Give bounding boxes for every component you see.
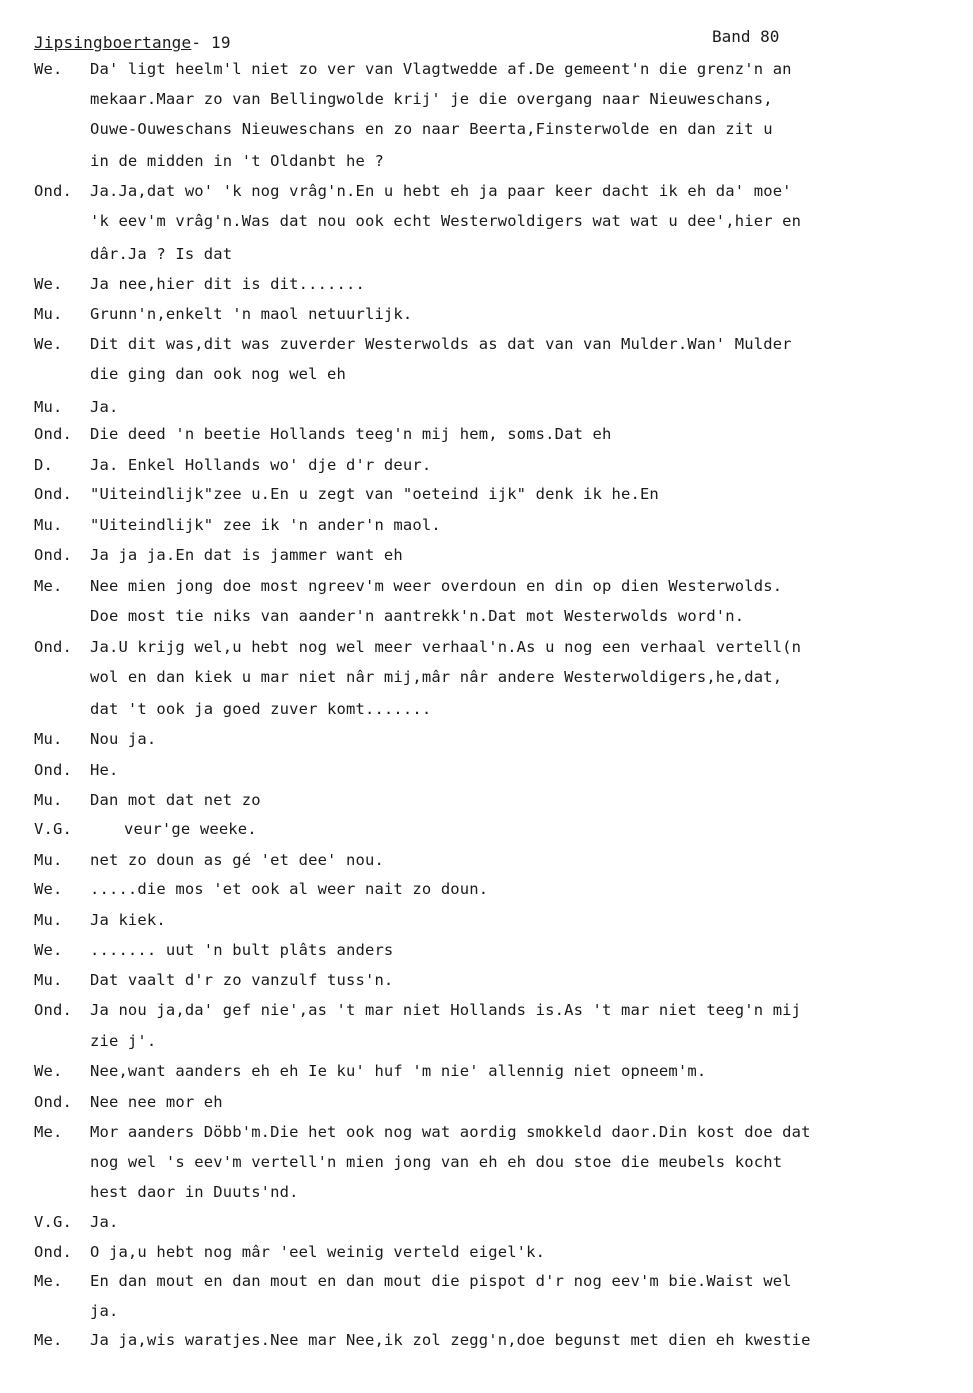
utterance-text: ....... uut 'n bult plâts anders [90, 941, 394, 959]
speaker-label: Ond. [34, 182, 72, 200]
speaker-label: Ond. [34, 485, 72, 503]
speaker-label: Me. [34, 1123, 63, 1141]
speaker-label: V.G. [34, 820, 72, 838]
speaker-label: Mu. [34, 730, 63, 748]
utterance-text: Dit dit was,dit was zuverder Westerwolds as dat van van Mulder.Wan' Mulder [90, 335, 792, 353]
utterance-text: nog wel 's eev'm vertell'n mien jong van eh eh dou stoe die meubels kocht [90, 1153, 783, 1171]
page-header-left [34, 33, 231, 52]
utterance-text: Ja.Ja,dat wo' 'k nog vrâg'n.En u hebt eh ja paar keer dacht ik eh da' moe' [90, 182, 792, 200]
utterance-text: Ouwe-Ouweschans Nieuweschans en zo naar Beerta,Finsterwolde en dan zit u [90, 120, 773, 138]
utterance-text: .....die mos 'et ook al weer nait zo doun. [90, 880, 489, 898]
speaker-label: Me. [34, 577, 63, 595]
utterance-text: net zo doun as gé 'et dee' nou. [90, 851, 384, 869]
utterance-text: Nou ja. [90, 730, 157, 748]
utterance-text: Dan mot dat net zo [90, 791, 261, 809]
speaker-label: We. [34, 1062, 63, 1080]
utterance-text: Nee,want aanders eh eh Ie ku' huf 'm nie' allennig niet opneem'm. [90, 1062, 707, 1080]
utterance-text: Ja kiek. [90, 911, 166, 929]
utterance-text: Ja ja ja.En dat is jammer want eh [90, 546, 403, 564]
utterance-text: Ja. [90, 1213, 119, 1231]
utterance-text: ja. [90, 1302, 119, 1320]
utterance-text: "Uiteindlijk"zee u.En u zegt van "oeteind ijk" denk ik he.En [90, 485, 659, 503]
speaker-label: Ond. [34, 546, 72, 564]
utterance-text: in de midden in 't Oldanbt he ? [90, 152, 384, 170]
utterance-text: Nee nee mor eh [90, 1093, 223, 1111]
speaker-label: Me. [34, 1272, 63, 1290]
speaker-label: Ond. [34, 1093, 72, 1111]
utterance-text: Mor aanders Döbb'm.Die het ook nog wat aordig smokkeld daor.Din kost doe dat [90, 1123, 811, 1141]
speaker-label: Mu. [34, 516, 63, 534]
band-label: Band 80 [712, 27, 780, 46]
speaker-label: Mu. [34, 305, 63, 323]
utterance-text: Ja nee,hier dit is dit....... [90, 275, 365, 293]
speaker-label: We. [34, 275, 63, 293]
utterance-text: dat 't ook ja goed zuver komt....... [90, 700, 432, 718]
speaker-label: Ond. [34, 638, 72, 656]
speaker-label: D. [34, 456, 53, 474]
utterance-text: Ja.U krijg wel,u hebt nog wel meer verhaal'n.As u nog een verhaal vertell(n [90, 638, 802, 656]
speaker-label: Mu. [34, 851, 63, 869]
speaker-label: Mu. [34, 971, 63, 989]
page-number: - 19 [191, 33, 231, 52]
utterance-text: Ja ja,wis waratjes.Nee mar Nee,ik zol zegg'n,doe begunst met dien eh kwestie [90, 1331, 811, 1349]
utterance-text: hest daor in Duuts'nd. [90, 1183, 299, 1201]
utterance-text: mekaar.Maar zo van Bellingwolde krij' je die overgang naar Nieuweschans, [90, 90, 773, 108]
speaker-label: We. [34, 941, 63, 959]
utterance-text: Ja nou ja,da' gef nie',as 't mar niet Hollands is.As 't mar niet teeg'n mij [90, 1001, 802, 1019]
speaker-label: Mu. [34, 791, 63, 809]
speaker-label: We. [34, 880, 63, 898]
utterance-text: Ja. [90, 398, 119, 416]
utterance-text: Doe most tie niks van aander'n aantrekk'n.Dat mot Westerwolds word'n. [90, 607, 745, 625]
utterance-text: Nee mien jong doe most ngreev'm weer overdoun en din op dien Westerwolds. [90, 577, 783, 595]
utterance-text: Dat vaalt d'r zo vanzulf tuss'n. [90, 971, 394, 989]
speaker-label: Me. [34, 1331, 63, 1349]
utterance-text: Die deed 'n beetie Hollands teeg'n mij hem, soms.Dat eh [90, 425, 612, 443]
place-name: Jipsingboertange [34, 33, 192, 52]
utterance-text: O ja,u hebt nog mâr 'eel weinig verteld eigel'k. [90, 1243, 546, 1261]
utterance-text: En dan mout en dan mout en dan mout die pispot d'r nog eev'm bie.Waist wel [90, 1272, 792, 1290]
utterance-text: wol en dan kiek u mar niet nâr mij,mâr nâr andere Westerwoldigers,he,dat, [90, 668, 783, 686]
speaker-label: Ond. [34, 425, 72, 443]
utterance-text: "Uiteindlijk" zee ik 'n ander'n maol. [90, 516, 441, 534]
utterance-text: zie j'. [90, 1032, 157, 1050]
speaker-label: Ond. [34, 1001, 72, 1019]
utterance-text: Ja. Enkel Hollands wo' dje d'r deur. [90, 456, 432, 474]
speaker-label: Ond. [34, 761, 72, 779]
speaker-label: Ond. [34, 1243, 72, 1261]
utterance-text: dâr.Ja ? Is dat [90, 245, 233, 263]
utterance-text: He. [90, 761, 119, 779]
utterance-text: die ging dan ook nog wel eh [90, 365, 347, 383]
speaker-label: We. [34, 60, 63, 78]
utterance-text: veur'ge weeke. [124, 820, 257, 838]
speaker-label: Mu. [34, 398, 63, 416]
utterance-text: 'k eev'm vrâg'n.Was dat nou ook echt Westerwoldigers wat wat u dee',hier en [90, 212, 802, 230]
speaker-label: Mu. [34, 911, 63, 929]
speaker-label: We. [34, 335, 63, 353]
utterance-text: Da' ligt heelm'l niet zo ver van Vlagtwedde af.De gemeent'n die grenz'n an [90, 60, 792, 78]
speaker-label: V.G. [34, 1213, 72, 1231]
utterance-text: Grunn'n,enkelt 'n maol netuurlijk. [90, 305, 413, 323]
